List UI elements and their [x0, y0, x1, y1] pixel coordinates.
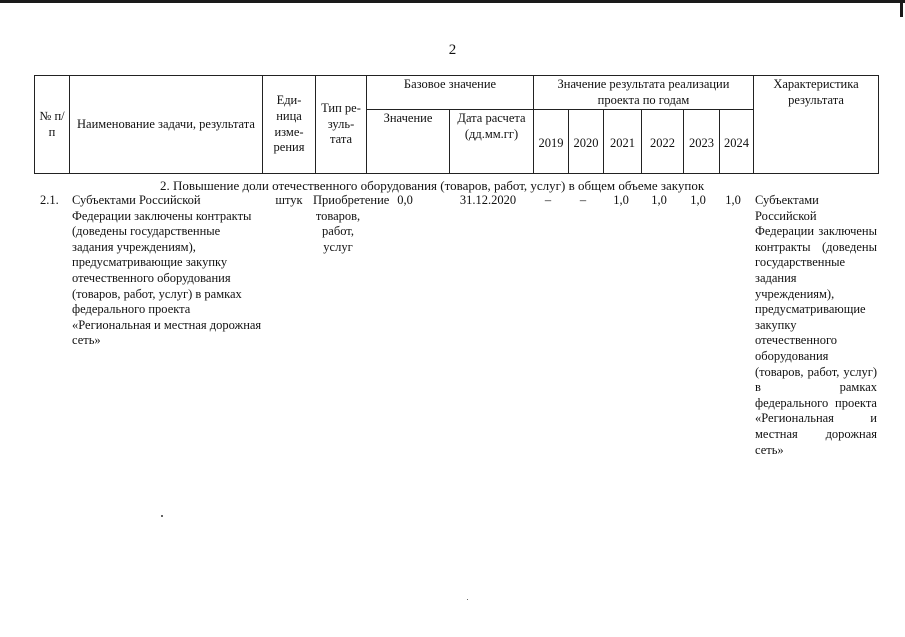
- header-type-text: Тип ре-зуль-тата: [321, 101, 361, 147]
- header-year-2024: 2024: [720, 110, 754, 174]
- header-table: [34, 75, 879, 174]
- header-unit-text: Еди-ница изме-рения: [273, 93, 305, 155]
- row-value-2021: 1,0: [613, 193, 629, 207]
- row-value-2022: 1,0: [651, 193, 667, 207]
- row-value-2019: –: [544, 193, 552, 207]
- header-year-2021: 2021: [604, 110, 642, 174]
- header-year-2023: 2023: [684, 110, 720, 174]
- row-base-date: 31.12.2020: [459, 193, 517, 207]
- row-unit: штук: [275, 193, 303, 207]
- header-characteristic: [754, 76, 879, 174]
- row-base-value: 0,0: [397, 193, 413, 207]
- header-name-text: Наименование задачи, результата: [77, 116, 255, 131]
- header-years-group-text: Значение результата реализации проекта по годам: [557, 77, 730, 107]
- header-unit: [263, 76, 316, 174]
- scan-top-border: [0, 0, 905, 3]
- header-base-group: Базовое значение: [367, 76, 534, 110]
- scan-corner-mark: [900, 3, 903, 17]
- scan-speck: [467, 599, 468, 600]
- scan-speck: [161, 515, 163, 517]
- header-characteristic-text: Характеристика результата: [773, 77, 859, 107]
- row-value-2023: 1,0: [690, 193, 706, 207]
- row-characteristic: Субъектами Российской Федерации заключены контракты (доведены государственные задания учреждениям), предусматривающие закупку отечественного оборудования (товаров, работ, услуг) в рамках федерального проекта «Региональная и местная дорожная сеть»: [755, 193, 877, 457]
- header-name: [70, 76, 263, 174]
- header-type: [316, 76, 367, 174]
- header-base-date-text: Дата расчета (дд.мм.гг): [457, 111, 526, 141]
- row-value-2024: 1,0: [725, 193, 741, 207]
- page-number: 2: [448, 42, 457, 58]
- header-year-2020: 2020: [569, 110, 604, 174]
- header-num-text: № п/п: [39, 109, 65, 139]
- section-heading: 2. Повышение доли отечественного оборудования (товаров, работ, услуг) в общем объеме закупок: [160, 178, 705, 193]
- header-base-date: [450, 110, 534, 174]
- row-number: 2.1.: [40, 193, 59, 207]
- header-years-group: [534, 76, 754, 110]
- header-base-value: Значение: [367, 110, 450, 174]
- header-year-2022: 2022: [642, 110, 684, 174]
- row-result-type: Приобретение товаров, работ, услуг: [313, 193, 390, 254]
- header-num: [35, 76, 70, 174]
- header-year-2019: 2019: [534, 110, 569, 174]
- row-task-name: Субъектами Российской Федерации заключены контракты (доведены государственные задания учреждениям), предусматривающие закупку отечественного оборудования (товаров, работ, услуг) в рамках федерального проекта «Региональная и местная дорожная сеть»: [72, 193, 262, 348]
- row-value-2020: –: [579, 193, 587, 207]
